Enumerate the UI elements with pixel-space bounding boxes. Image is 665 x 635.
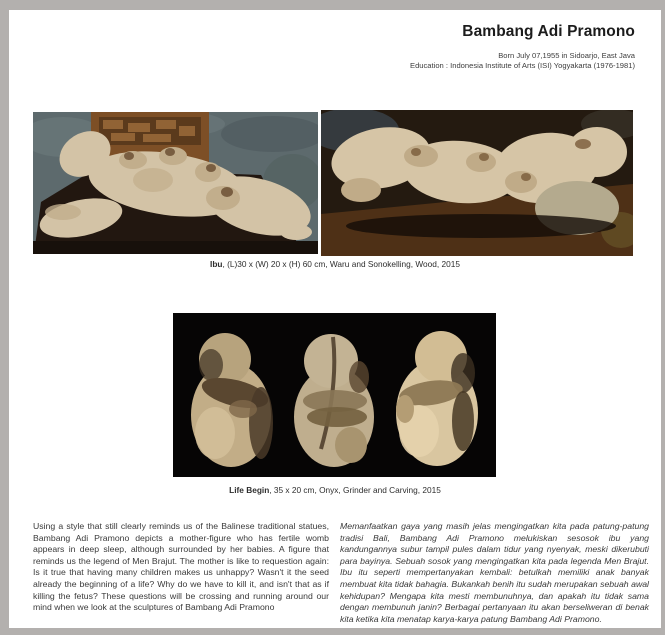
artwork-photo-ibu-view1 — [33, 112, 318, 254]
essay-english: Using a style that still clearly reminds us of the Balinese traditional statues, Bambang Adi Pramono depicts a mother-figure who has fertile womb appears in deep sleep, although surrounded by her babies. A figure that reminds us the legend of Men Brajut. The mother is like to requestion again: Is it true that having many children makes us unhappy? Wasn't it the seed already the beginning of a life? Why do we have to kill it, and isn't that as if killing the fetus? These questions will be crossing and running around our mind when we look at the sculptures of Bambang Adi Pramono — [33, 521, 329, 613]
catalog-page — [9, 10, 661, 628]
caption-lifebegin-details: , 35 x 20 cm, Onyx, Grinder and Carving, 2015 — [269, 485, 441, 495]
artist-education-line: Education : Indonesia Institute of Arts (ISI) Yogyakarta (1976-1981) — [410, 61, 635, 70]
essay-indonesian: Memanfaatkan gaya yang masih jelas mengingatkan kita pada patung-patung tradisi Bali, Bambang Adi Pramono melukiskan sesosok ibu yang kandungannya subur tampil pules dalam tidur yang nyenyak, meski dikerubuti para bayinya. Sebuah sosok yang mengingatkan kita pada legenda Men Brajut. Ibu itu seperti mempertanyakan kembali: betulkah memiliki anak banyak membuat kita tidak bahagia. Bukankah benih itu sudah merupakan sebuah awal kehidupan? Mengapa kita mesti membunuhnya, dan apakah itu tidak sama dengan membunuh janin? Berbagai pertanyaan itu akan berseliweran di benak kita ketika kita menatap karya-karya patung Bambang Adi Pramono. — [340, 521, 649, 624]
caption-ibu-details: , (L)30 x (W) 20 x (H) 60 cm, Waru and Sonokelling, Wood, 2015 — [222, 259, 460, 269]
artwork-photo-lifebegin — [173, 313, 496, 477]
caption-ibu — [9, 259, 661, 269]
caption-lifebegin — [9, 485, 661, 495]
wood-sculpture-image — [33, 112, 318, 254]
artist-name: Bambang Adi Pramono — [462, 23, 635, 40]
caption-ibu-title: Ibu — [210, 259, 223, 269]
caption-lifebegin-title: Life Begin — [229, 485, 270, 495]
wood-sculpture-image-2 — [321, 110, 633, 256]
artist-bio — [410, 51, 635, 71]
artist-birth-line: Born July 07,1955 in Sidoarjo, East Java — [498, 51, 635, 60]
onyx-fetus-sculptures-image — [173, 313, 496, 477]
artwork-photo-ibu-view2 — [321, 110, 633, 256]
